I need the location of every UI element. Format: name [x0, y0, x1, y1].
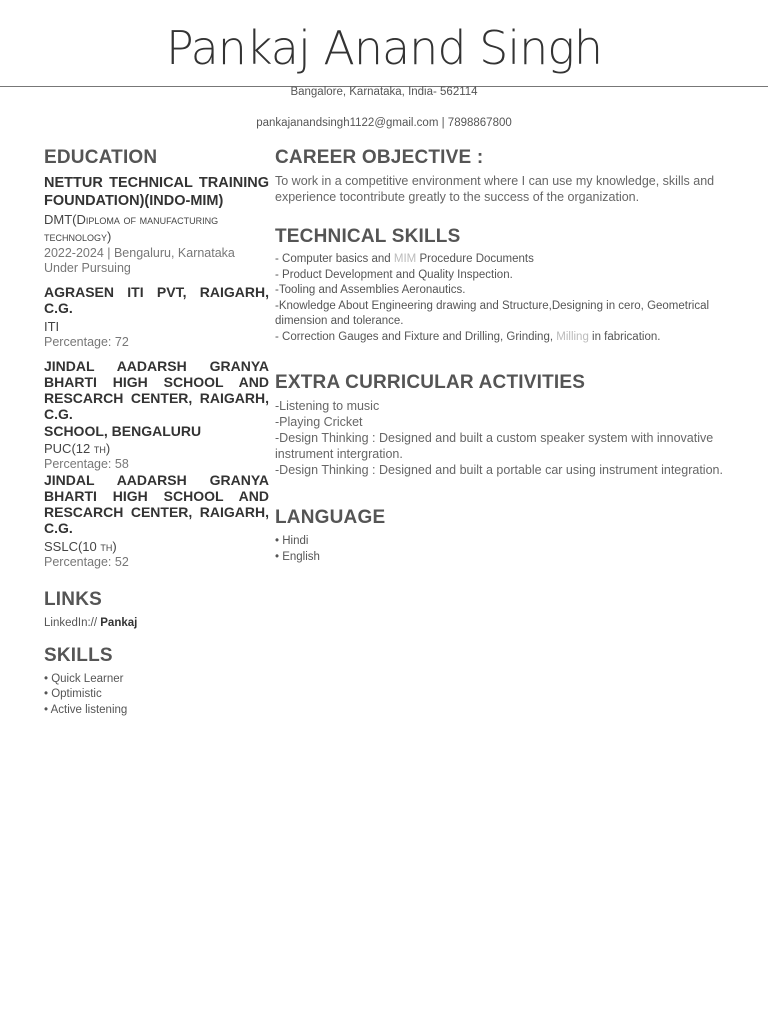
education-note: Under Pursuing — [44, 261, 131, 275]
list-item: -Design Thinking : Designed and built a custom speaker system with innovative instrument intergration. — [275, 431, 714, 461]
extra-curricular-heading: EXTRA CURRICULAR ACTIVITIES — [275, 372, 586, 393]
right-column — [275, 146, 725, 565]
education-entry — [44, 284, 269, 350]
education-period: 2022-2024 | Bengaluru, Karnataka — [44, 246, 235, 260]
candidate-name: Pankaj Anand Singh — [165, 21, 603, 75]
degree: ITI — [44, 319, 60, 334]
education-entry — [44, 472, 269, 570]
technical-skills-list — [275, 252, 725, 345]
list-item: - Product Development and Quality Inspection. — [275, 268, 513, 281]
education-note: Percentage: 52 — [44, 555, 129, 569]
education-entry — [44, 358, 269, 472]
education-heading: EDUCATION — [44, 147, 158, 168]
technical-skills-heading: TECHNICAL SKILLS — [275, 226, 461, 247]
address: Bangalore, Karnataka, India- 562114 — [290, 86, 478, 98]
linkedin-link[interactable]: LinkedIn:// Pankaj — [44, 617, 138, 629]
list-item: -Playing Cricket — [275, 415, 363, 429]
education-note: Percentage: 58 — [44, 457, 129, 471]
links-heading: LINKS — [44, 589, 102, 610]
list-item: • Active listening — [44, 703, 128, 716]
degree: DMT(Diploma of manufacturing technology) — [44, 212, 219, 244]
extra-curricular-list — [275, 398, 725, 478]
list-item: -Knowledge About Engineering drawing and Structure,Designing in cero, Geometrical dimension and tolerance. — [275, 299, 710, 327]
list-item: - Computer basics and MIM Procedure Documents — [275, 253, 534, 265]
list-item: • Quick Learner — [44, 672, 124, 685]
degree: PUC(12 th) — [44, 441, 111, 456]
left-column — [44, 146, 269, 718]
education-entry — [44, 174, 269, 276]
career-objective-heading: CAREER OBJECTIVE : — [275, 147, 484, 168]
list-item: • Hindi — [275, 535, 309, 547]
list-item: -Design Thinking : Designed and built a portable car using instrument integration. — [275, 463, 723, 477]
list-item: - Correction Gauges and Fixture and Drilling, Grinding, Milling in fabrication. — [275, 330, 661, 343]
list-item: -Listening to music — [275, 399, 380, 413]
institution: JINDAL AADARSH GRANYA BHARTI HIGH SCHOOL AND RESCARCH CENTER, RAIGARH, C.G. — [44, 472, 269, 536]
career-objective-text: To work in a competitive environment where I can use my knowledge, skills and experience tocontribute greatly to the success of the organization. — [275, 174, 715, 204]
phone[interactable]: 7898867800 — [447, 117, 512, 129]
education-note: Percentage: 72 — [44, 335, 129, 349]
language-list — [275, 534, 725, 565]
list-item: -Tooling and Assemblies Aeronautics. — [275, 284, 466, 296]
language-heading: LANGUAGE — [275, 507, 386, 528]
contact-separator: | — [438, 117, 448, 129]
contact-line — [0, 117, 768, 129]
skills-list — [44, 672, 269, 719]
institution: JINDAL AADARSH GRANYA BHARTI HIGH SCHOOL AND RESCARCH CENTER, RAIGARH, C.G. — [44, 358, 269, 422]
institution: NETTUR TECHNICAL TRAINING FOUNDATION)(INDO-MIM) — [44, 175, 269, 209]
list-item: • English — [275, 550, 320, 563]
degree: SSLC(10 th) — [44, 539, 117, 554]
skills-heading: SKILLS — [44, 644, 113, 666]
institution: AGRASEN ITI PVT, RAIGARH, C.G. — [44, 284, 269, 316]
list-item: • Optimistic — [44, 688, 102, 700]
institution-line-2: SCHOOL, BENGALURU — [44, 423, 202, 439]
email[interactable]: pankajanandsingh1122@gmail.com — [256, 117, 439, 129]
